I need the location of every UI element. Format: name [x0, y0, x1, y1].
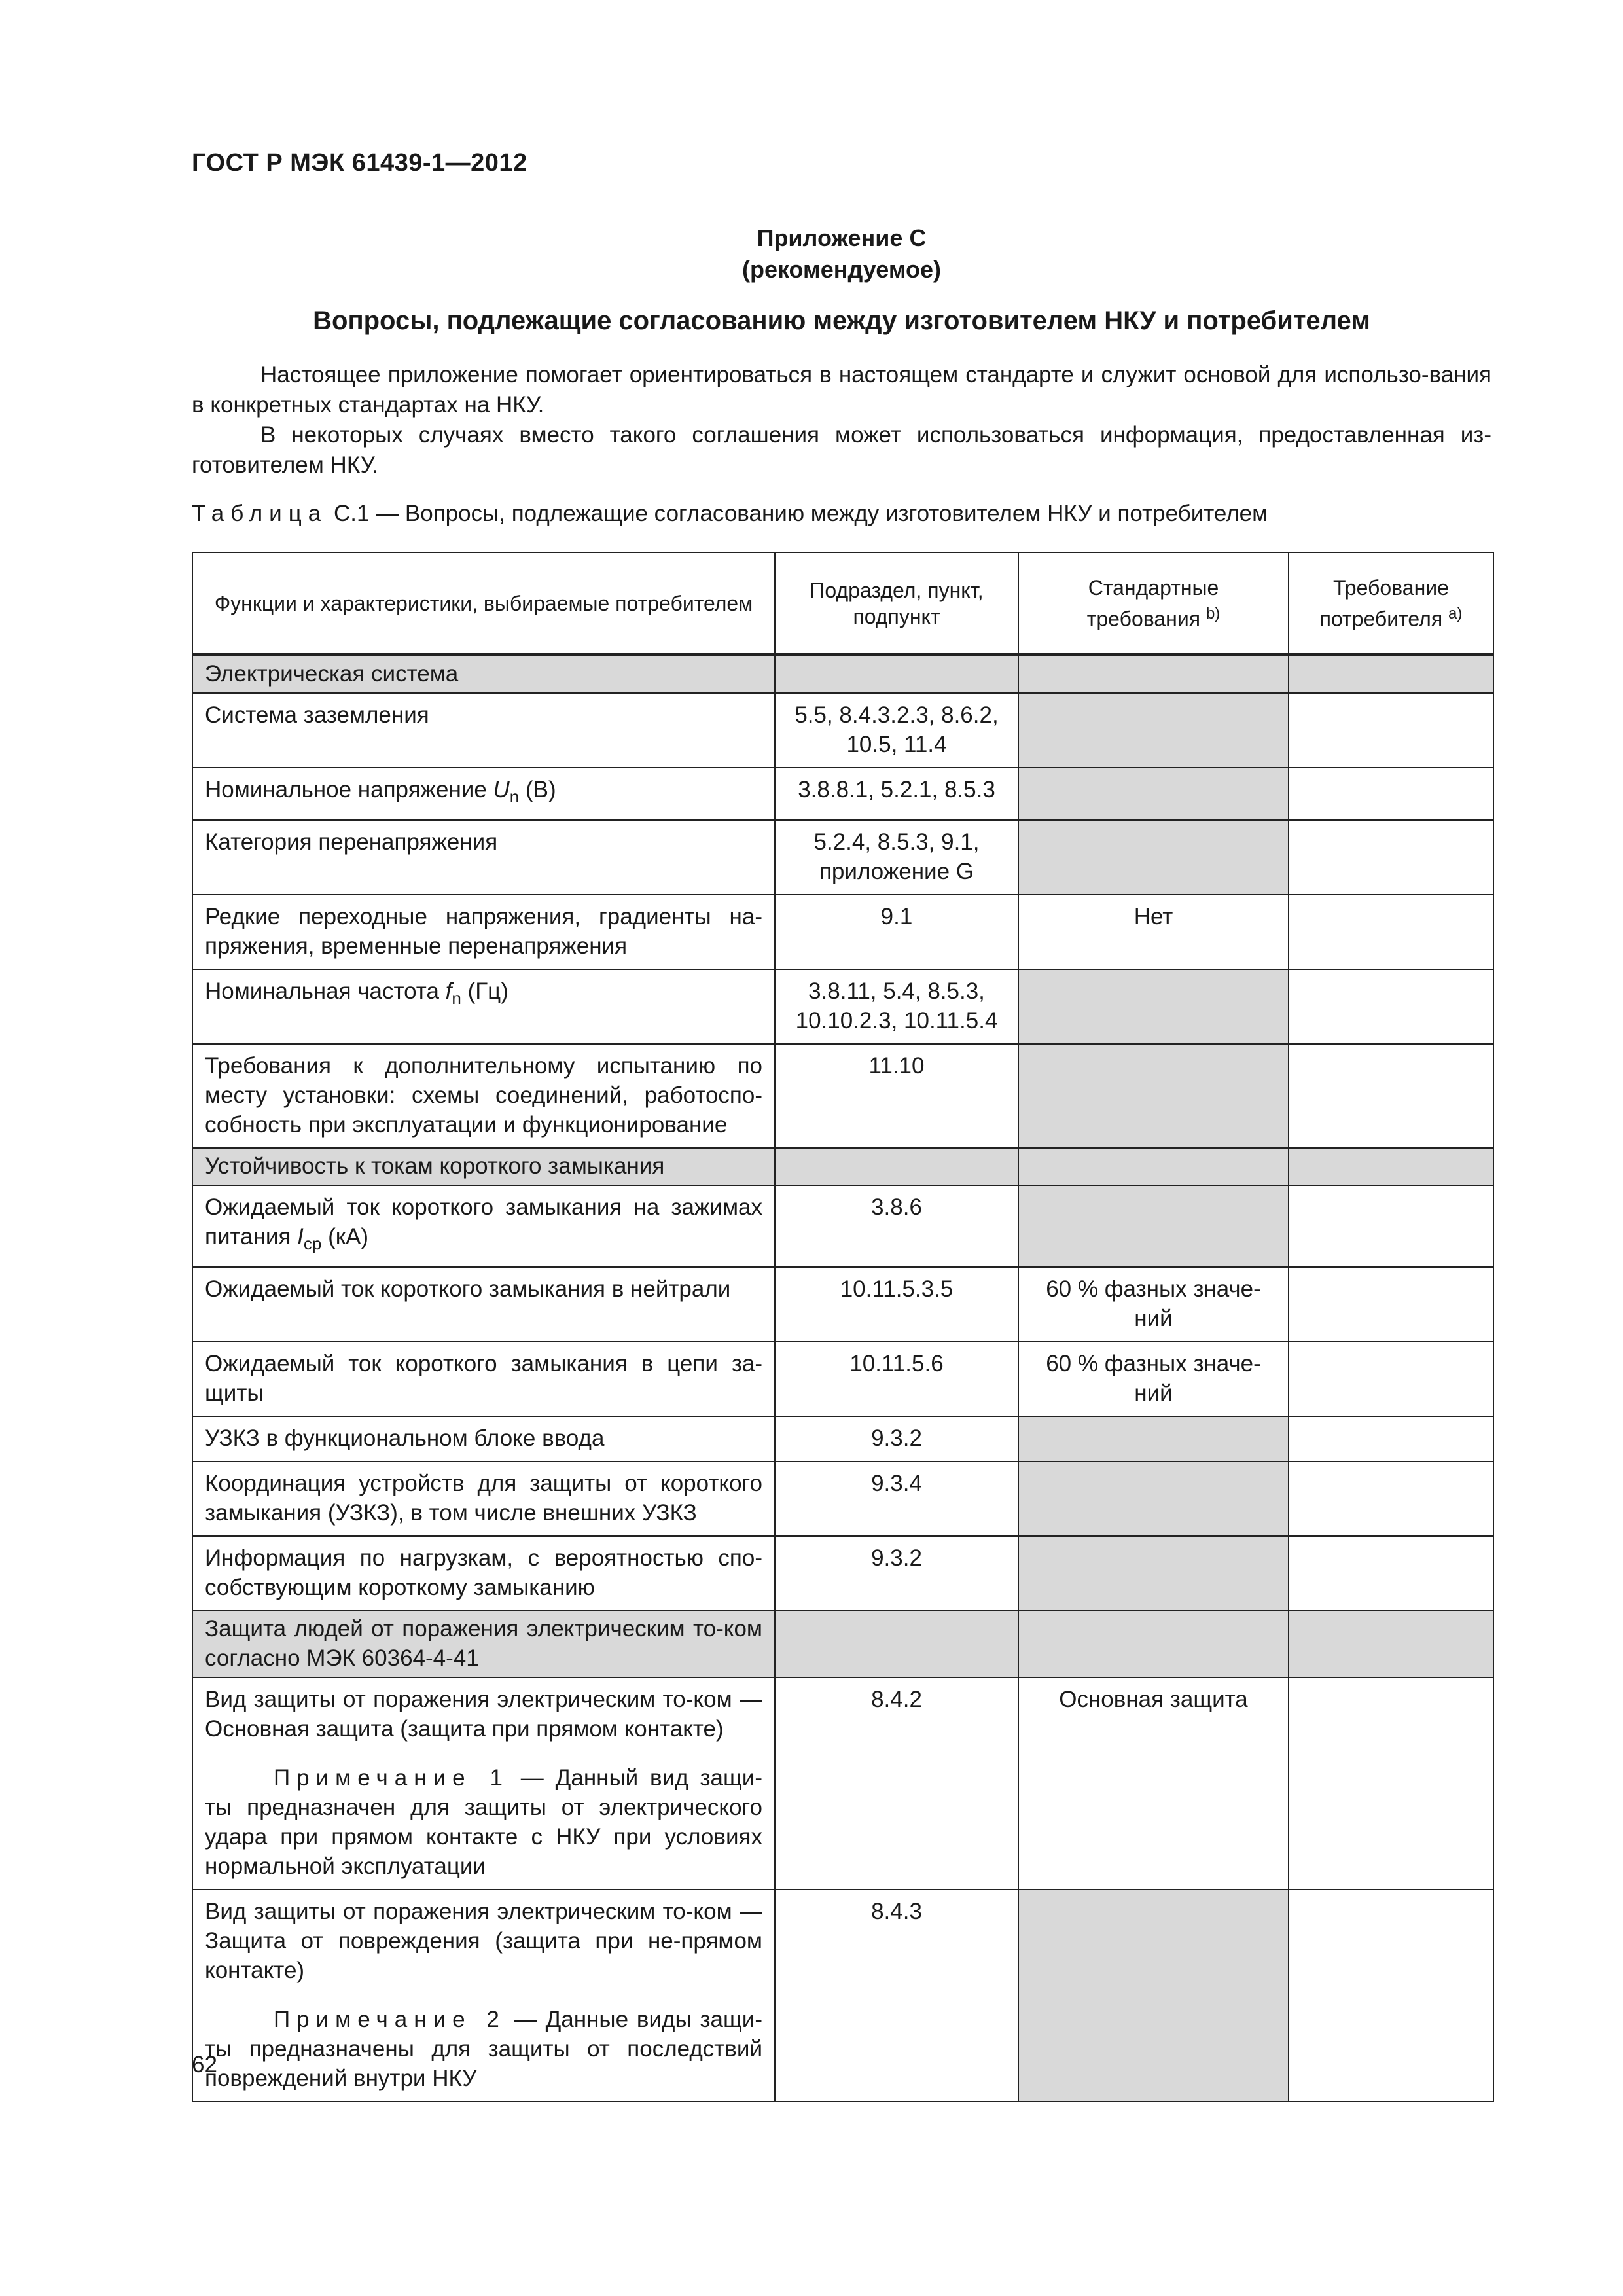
- user-cell[interactable]: [1289, 895, 1493, 969]
- header-func: Функции и характеристики, выбираемые потребителем: [192, 552, 775, 655]
- note-label: Примечание 2: [274, 2007, 506, 2032]
- func-cell: Координация устройств для защиты от короткого замыкания (УЗКЗ), в том числе внешних УЗКЗ: [192, 1462, 775, 1536]
- func-cell: [192, 1677, 775, 1890]
- clause-cell: 3.8.8.1, 5.2.1, 8.5.3: [775, 768, 1018, 820]
- appendix-status: (рекомендуемое): [742, 256, 941, 283]
- clause-cell: 9.3.2: [775, 1536, 1018, 1611]
- std-cell: 60 % фазных значе-ний: [1018, 1267, 1289, 1342]
- func-cell: Номинальное напряжение $U_n$ (В): [192, 768, 775, 820]
- std-cell: [1018, 1044, 1289, 1148]
- user-cell[interactable]: [1289, 1342, 1493, 1416]
- note: [205, 2005, 762, 2093]
- table-row: [192, 895, 1493, 969]
- user-cell[interactable]: [1289, 1462, 1493, 1536]
- table-row: [192, 820, 1493, 895]
- std-cell: 60 % фазных значе-ний: [1018, 1342, 1289, 1416]
- clause-cell: 10.11.5.6: [775, 1342, 1018, 1416]
- section-label: Электрическая система: [192, 655, 775, 694]
- section-label: Устойчивость к токам короткого замыкания: [192, 1148, 775, 1185]
- std-cell: [1018, 1185, 1289, 1267]
- func-cell: Номинальная частота $f_n$ (Гц): [192, 969, 775, 1044]
- table-row: [192, 1677, 1493, 1890]
- std-cell: [1018, 1462, 1289, 1536]
- user-cell[interactable]: [1289, 1677, 1493, 1890]
- page-number: 62: [192, 2052, 217, 2077]
- func-cell: [192, 1890, 775, 2102]
- intro-text: [192, 360, 1491, 480]
- std-cell: Нет: [1018, 895, 1289, 969]
- intro-paragraph: В некоторых случаях вместо такого соглашения может использоваться информация, предоставленная из-готовителем НКУ.: [192, 422, 1491, 478]
- table-section-row: [192, 655, 1493, 694]
- func-cell: Информация по нагрузкам, с вероятностью спо-собствующим короткому замыканию: [192, 1536, 775, 1611]
- appendix-heading: [192, 223, 1491, 285]
- clause-cell: 9.3.4: [775, 1462, 1018, 1536]
- table-caption: [192, 501, 1268, 527]
- user-cell[interactable]: [1289, 820, 1493, 895]
- clause-cell: 8.4.2: [775, 1677, 1018, 1890]
- table-caption-label: Таблица: [192, 501, 328, 526]
- user-cell[interactable]: [1289, 768, 1493, 820]
- section-title: Вопросы, подлежащие согласованию между изготовителем НКУ и потребителем: [313, 306, 1370, 335]
- clause-cell: 3.8.11, 5.4, 8.5.3, 10.10.2.3, 10.11.5.4: [775, 969, 1018, 1044]
- table-row: [192, 1536, 1493, 1611]
- func-cell: Категория перенапряжения: [192, 820, 775, 895]
- table-row: [192, 1044, 1493, 1148]
- table-caption-number: С.1: [333, 501, 370, 526]
- std-cell: [1018, 1890, 1289, 2102]
- table-row: [192, 1462, 1493, 1536]
- table-section-row: [192, 1611, 1493, 1677]
- table-row: [192, 1416, 1493, 1462]
- func-cell: Система заземления: [192, 693, 775, 768]
- user-cell[interactable]: [1289, 1267, 1493, 1342]
- func-text: Вид защиты от поражения электрическим то-ком — Защита от повреждения (защита при не-прямом контакте): [205, 1899, 762, 1983]
- clause-cell: 9.1: [775, 895, 1018, 969]
- note-label: Примечание 1: [274, 1765, 509, 1791]
- func-text: Вид защиты от поражения электрическим то-ком — Основная защита (защита при прямом контакте): [205, 1687, 762, 1742]
- user-cell[interactable]: [1289, 1890, 1493, 2102]
- user-cell[interactable]: [1289, 1044, 1493, 1148]
- table-row: [192, 1890, 1493, 2102]
- std-cell: Основная защита: [1018, 1677, 1289, 1890]
- standard-header: ГОСТ Р МЭК 61439-1—2012: [192, 149, 527, 177]
- std-cell: [1018, 969, 1289, 1044]
- header-std: Стандартные требования $^{b)}$: [1018, 552, 1289, 655]
- user-cell[interactable]: [1289, 1416, 1493, 1462]
- table-caption-text: Вопросы, подлежащие согласованию между изготовителем НКУ и потребителем: [404, 501, 1268, 526]
- header-std-footnote: b): [1205, 604, 1221, 622]
- std-cell: [1018, 820, 1289, 895]
- table-row: [192, 1267, 1493, 1342]
- note-text: — Данный вид защи-ты предназначен для защиты от электрического удара при прямом контакте с НКУ при условиях нормальной эксплуатации: [205, 1765, 762, 1879]
- table-caption-dash: —: [376, 501, 399, 526]
- func-cell: Ожидаемый ток короткого замыкания в цепи за-щиты: [192, 1342, 775, 1416]
- std-cell: [1018, 1416, 1289, 1462]
- user-cell[interactable]: [1289, 969, 1493, 1044]
- table-header-row: [192, 552, 1493, 655]
- clause-cell: 8.4.3: [775, 1890, 1018, 2102]
- clause-cell: 3.8.6: [775, 1185, 1018, 1267]
- clause-cell: 5.5, 8.4.3.2.3, 8.6.2, 10.5, 11.4: [775, 693, 1018, 768]
- note-text: — Данные виды защи-ты предназначены для защиты от последствий повреждений внутри НКУ: [205, 2007, 762, 2091]
- table-row: [192, 1185, 1493, 1267]
- func-cell: Требования к дополнительному испытанию по месту установки: схемы соединений, работоспо-собность при эксплуатации и функционирование: [192, 1044, 775, 1148]
- table-row: [192, 1342, 1493, 1416]
- std-cell: [1018, 1536, 1289, 1611]
- user-cell[interactable]: [1289, 1185, 1493, 1267]
- func-cell: Ожидаемый ток короткого замыкания в нейтрали: [192, 1267, 775, 1342]
- intro-paragraph: Настоящее приложение помогает ориентироваться в настоящем стандарте и служит основой для использо-вания в конкретных стандартах на НКУ.: [192, 362, 1491, 418]
- table-row: [192, 969, 1493, 1044]
- func-cell: Редкие переходные напряжения, градиенты на-пряжения, временные перенапряжения: [192, 895, 775, 969]
- user-cell[interactable]: [1289, 693, 1493, 768]
- func-cell: Ожидаемый ток короткого замыкания на зажимах питания $I_{cp}$ (кА): [192, 1185, 775, 1267]
- appendix-title: Приложение С: [757, 224, 927, 251]
- table-section-row: [192, 1148, 1493, 1185]
- section-label: Защита людей от поражения электрическим то-ком согласно МЭК 60364-4-41: [192, 1611, 775, 1677]
- func-cell: УЗКЗ в функциональном блоке ввода: [192, 1416, 775, 1462]
- header-clause: Подраздел, пункт, подпункт: [775, 552, 1018, 655]
- clause-cell: 9.3.2: [775, 1416, 1018, 1462]
- std-cell: [1018, 768, 1289, 820]
- header-user-footnote: a): [1448, 604, 1463, 622]
- table-row: [192, 693, 1493, 768]
- note: [205, 1763, 762, 1881]
- table-row: [192, 768, 1493, 820]
- header-user: Требование потребителя $^{a)}$: [1289, 552, 1493, 655]
- clause-cell: 10.11.5.3.5: [775, 1267, 1018, 1342]
- std-cell: [1018, 693, 1289, 768]
- user-cell[interactable]: [1289, 1536, 1493, 1611]
- clause-cell: 11.10: [775, 1044, 1018, 1148]
- clause-cell: 5.2.4, 8.5.3, 9.1, приложение G: [775, 820, 1018, 895]
- requirements-table: [192, 552, 1494, 2102]
